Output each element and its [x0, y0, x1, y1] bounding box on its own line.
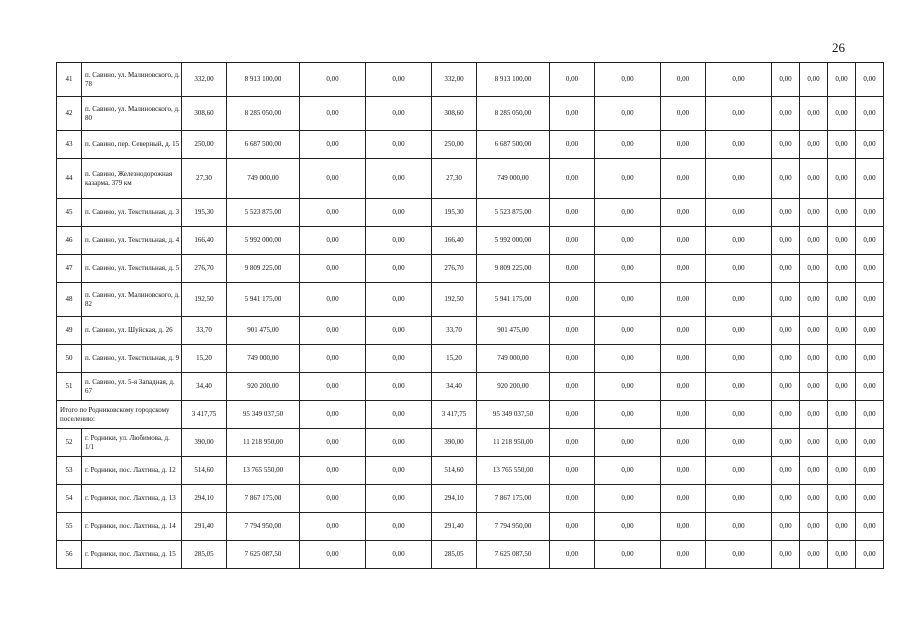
value-cell-area: 250,00 [182, 131, 227, 159]
value-cell-v2: 0,00 [366, 131, 432, 159]
value-cell-v5: 0,00 [661, 345, 706, 373]
address-cell: п. Савино, ул. Шуйская, д. 26 [82, 317, 182, 345]
value-cell-v5: 0,00 [661, 513, 706, 541]
table-row [57, 227, 884, 255]
value-cell-v9: 0,00 [828, 457, 856, 485]
table-row [57, 345, 884, 373]
value-cell-v2: 0,00 [366, 97, 432, 131]
value-cell-area: 285,05 [182, 541, 227, 569]
value-cell-v9: 0,00 [828, 317, 856, 345]
value-cell-v8: 0,00 [800, 429, 828, 457]
value-cell-v3: 0,00 [550, 317, 595, 345]
value-cell-v10: 0,00 [856, 63, 884, 97]
table-row [57, 283, 884, 317]
row-number-cell: 50 [57, 345, 82, 373]
value-cell-v10: 0,00 [856, 131, 884, 159]
value-cell-v1: 0,00 [300, 429, 366, 457]
value-cell-v6: 0,00 [706, 131, 772, 159]
value-cell-v3: 0,00 [550, 159, 595, 199]
value-cell-v1: 0,00 [300, 345, 366, 373]
value-cell-v5: 0,00 [661, 227, 706, 255]
value-cell-v1: 0,00 [300, 317, 366, 345]
value-cell-v10: 0,00 [856, 485, 884, 513]
address-cell: п. Савино, ул. Малиновского, д. 82 [82, 283, 182, 317]
value-cell-cost: 9 809 225,00 [227, 255, 300, 283]
value-cell-v4: 0,00 [595, 159, 661, 199]
address-cell: п. Савино, ул. Малиновского, д. 78 [82, 63, 182, 97]
value-cell-v3: 0,00 [550, 485, 595, 513]
value-cell-v1: 0,00 [300, 283, 366, 317]
value-cell-cost: 5 523 875,00 [227, 199, 300, 227]
value-cell-v4: 0,00 [595, 513, 661, 541]
value-cell-v2: 0,00 [366, 513, 432, 541]
value-cell-cost: 95 349 037,50 [227, 401, 300, 429]
value-cell-v8: 0,00 [800, 485, 828, 513]
value-cell-cost: 7 625 087,50 [227, 541, 300, 569]
value-cell-cost2: 5 523 875,00 [477, 199, 550, 227]
value-cell-v3: 0,00 [550, 199, 595, 227]
value-cell-v8: 0,00 [800, 255, 828, 283]
value-cell-v5: 0,00 [661, 457, 706, 485]
value-cell-v1: 0,00 [300, 63, 366, 97]
value-cell-cost2: 6 687 500,00 [477, 131, 550, 159]
value-cell-area2: 291,40 [432, 513, 477, 541]
value-cell-v10: 0,00 [856, 401, 884, 429]
value-cell-v7: 0,00 [772, 159, 800, 199]
value-cell-v2: 0,00 [366, 283, 432, 317]
value-cell-cost2: 8 913 100,00 [477, 63, 550, 97]
value-cell-v2: 0,00 [366, 159, 432, 199]
value-cell-v6: 0,00 [706, 485, 772, 513]
value-cell-area: 276,70 [182, 255, 227, 283]
value-cell-v9: 0,00 [828, 159, 856, 199]
row-number-cell: 56 [57, 541, 82, 569]
value-cell-area: 192,50 [182, 283, 227, 317]
value-cell-area: 15,20 [182, 345, 227, 373]
value-cell-area2: 250,00 [432, 131, 477, 159]
address-cell: п. Савино, ул. 5-я Западная, д. 67 [82, 373, 182, 401]
value-cell-v7: 0,00 [772, 283, 800, 317]
value-cell-v4: 0,00 [595, 485, 661, 513]
value-cell-v9: 0,00 [828, 255, 856, 283]
value-cell-v1: 0,00 [300, 401, 366, 429]
value-cell-v4: 0,00 [595, 401, 661, 429]
value-cell-v5: 0,00 [661, 159, 706, 199]
value-cell-area: 294,10 [182, 485, 227, 513]
value-cell-v6: 0,00 [706, 159, 772, 199]
address-cell: г. Родники, пос. Лахтина, д. 15 [82, 541, 182, 569]
value-cell-area: 34,40 [182, 373, 227, 401]
value-cell-v5: 0,00 [661, 97, 706, 131]
value-cell-area2: 27,30 [432, 159, 477, 199]
table-row [57, 159, 884, 199]
value-cell-v8: 0,00 [800, 227, 828, 255]
table-row [57, 317, 884, 345]
value-cell-v9: 0,00 [828, 199, 856, 227]
value-cell-cost2: 9 809 225,00 [477, 255, 550, 283]
value-cell-v9: 0,00 [828, 97, 856, 131]
value-cell-area2: 308,60 [432, 97, 477, 131]
address-cell: п. Савино, ул. Текстильная, д. 5 [82, 255, 182, 283]
value-cell-v3: 0,00 [550, 401, 595, 429]
value-cell-cost2: 5 992 000,00 [477, 227, 550, 255]
value-cell-v10: 0,00 [856, 227, 884, 255]
table-row [57, 63, 884, 97]
value-cell-v10: 0,00 [856, 429, 884, 457]
value-cell-v2: 0,00 [366, 227, 432, 255]
value-cell-cost: 8 285 050,00 [227, 97, 300, 131]
value-cell-v6: 0,00 [706, 373, 772, 401]
value-cell-v8: 0,00 [800, 401, 828, 429]
value-cell-v10: 0,00 [856, 159, 884, 199]
value-cell-v2: 0,00 [366, 63, 432, 97]
value-cell-v6: 0,00 [706, 541, 772, 569]
value-cell-area2: 33,70 [432, 317, 477, 345]
value-cell-cost2: 8 285 050,00 [477, 97, 550, 131]
value-cell-v1: 0,00 [300, 199, 366, 227]
value-cell-area2: 285,05 [432, 541, 477, 569]
value-cell-v7: 0,00 [772, 345, 800, 373]
value-cell-v2: 0,00 [366, 485, 432, 513]
value-cell-v5: 0,00 [661, 199, 706, 227]
value-cell-area: 166,40 [182, 227, 227, 255]
value-cell-v9: 0,00 [828, 401, 856, 429]
value-cell-v6: 0,00 [706, 457, 772, 485]
value-cell-cost: 6 687 500,00 [227, 131, 300, 159]
address-cell: г. Родники, пос. Лахтина, д. 12 [82, 457, 182, 485]
value-cell-v3: 0,00 [550, 63, 595, 97]
value-cell-area: 27,30 [182, 159, 227, 199]
row-number-cell: 52 [57, 429, 82, 457]
address-cell: п. Савино, ул. Текстильная, д. 3 [82, 199, 182, 227]
value-cell-area2: 15,20 [432, 345, 477, 373]
value-cell-v4: 0,00 [595, 199, 661, 227]
value-cell-cost: 13 765 550,00 [227, 457, 300, 485]
value-cell-area: 3 417,75 [182, 401, 227, 429]
value-cell-v4: 0,00 [595, 283, 661, 317]
value-cell-v3: 0,00 [550, 283, 595, 317]
value-cell-v5: 0,00 [661, 373, 706, 401]
value-cell-v7: 0,00 [772, 255, 800, 283]
value-cell-v8: 0,00 [800, 283, 828, 317]
value-cell-v4: 0,00 [595, 63, 661, 97]
address-cell: г. Родники, ул. Любимова, д. 1/1 [82, 429, 182, 457]
value-cell-v8: 0,00 [800, 345, 828, 373]
table-row [57, 199, 884, 227]
value-cell-v2: 0,00 [366, 429, 432, 457]
value-cell-v9: 0,00 [828, 541, 856, 569]
value-cell-v5: 0,00 [661, 541, 706, 569]
value-cell-area: 332,00 [182, 63, 227, 97]
page-number: 26 [832, 40, 845, 55]
value-cell-v5: 0,00 [661, 317, 706, 345]
value-cell-area: 390,00 [182, 429, 227, 457]
value-cell-v5: 0,00 [661, 131, 706, 159]
value-cell-v3: 0,00 [550, 373, 595, 401]
value-cell-area2: 514,60 [432, 457, 477, 485]
value-cell-cost: 7 867 175,00 [227, 485, 300, 513]
table-row [57, 513, 884, 541]
value-cell-cost2: 7 867 175,00 [477, 485, 550, 513]
address-cell: п. Савино, Железнодорожная казарма, 379 км [82, 159, 182, 199]
value-cell-v1: 0,00 [300, 513, 366, 541]
value-cell-v4: 0,00 [595, 345, 661, 373]
row-number-cell: 49 [57, 317, 82, 345]
value-cell-v5: 0,00 [661, 401, 706, 429]
value-cell-v7: 0,00 [772, 97, 800, 131]
housing-table [56, 62, 884, 569]
value-cell-v5: 0,00 [661, 283, 706, 317]
table-row [57, 541, 884, 569]
value-cell-v10: 0,00 [856, 283, 884, 317]
value-cell-v5: 0,00 [661, 255, 706, 283]
value-cell-area2: 390,00 [432, 429, 477, 457]
row-number-cell: 48 [57, 283, 82, 317]
value-cell-v8: 0,00 [800, 373, 828, 401]
value-cell-v10: 0,00 [856, 199, 884, 227]
value-cell-v10: 0,00 [856, 513, 884, 541]
value-cell-cost: 7 794 950,00 [227, 513, 300, 541]
value-cell-cost: 920 200,00 [227, 373, 300, 401]
value-cell-v8: 0,00 [800, 541, 828, 569]
value-cell-v8: 0,00 [800, 317, 828, 345]
value-cell-v7: 0,00 [772, 63, 800, 97]
table-row [57, 457, 884, 485]
value-cell-v8: 0,00 [800, 131, 828, 159]
value-cell-v3: 0,00 [550, 131, 595, 159]
value-cell-v9: 0,00 [828, 373, 856, 401]
table-row [57, 373, 884, 401]
value-cell-v1: 0,00 [300, 159, 366, 199]
value-cell-v3: 0,00 [550, 429, 595, 457]
value-cell-cost2: 11 218 950,00 [477, 429, 550, 457]
value-cell-v1: 0,00 [300, 373, 366, 401]
row-number-cell: 47 [57, 255, 82, 283]
value-cell-v4: 0,00 [595, 373, 661, 401]
value-cell-v1: 0,00 [300, 131, 366, 159]
value-cell-v7: 0,00 [772, 317, 800, 345]
value-cell-v3: 0,00 [550, 227, 595, 255]
table-body [57, 63, 884, 569]
address-cell: п. Савино, ул. Малиновского, д. 80 [82, 97, 182, 131]
value-cell-v7: 0,00 [772, 485, 800, 513]
row-number-cell: 51 [57, 373, 82, 401]
row-number-cell: 41 [57, 63, 82, 97]
value-cell-v2: 0,00 [366, 255, 432, 283]
row-number-cell: 44 [57, 159, 82, 199]
table-row [57, 97, 884, 131]
value-cell-v1: 0,00 [300, 457, 366, 485]
value-cell-v6: 0,00 [706, 429, 772, 457]
value-cell-area2: 195,30 [432, 199, 477, 227]
value-cell-v8: 0,00 [800, 63, 828, 97]
value-cell-v9: 0,00 [828, 283, 856, 317]
value-cell-v6: 0,00 [706, 283, 772, 317]
value-cell-v10: 0,00 [856, 541, 884, 569]
address-cell: п. Савино, ул. Текстильная, д. 9 [82, 345, 182, 373]
value-cell-v7: 0,00 [772, 429, 800, 457]
value-cell-v7: 0,00 [772, 541, 800, 569]
value-cell-cost: 901 475,00 [227, 317, 300, 345]
value-cell-area2: 294,10 [432, 485, 477, 513]
value-cell-area2: 192,50 [432, 283, 477, 317]
value-cell-v7: 0,00 [772, 513, 800, 541]
value-cell-area2: 332,00 [432, 63, 477, 97]
value-cell-v2: 0,00 [366, 345, 432, 373]
value-cell-v7: 0,00 [772, 457, 800, 485]
row-number-cell: 46 [57, 227, 82, 255]
value-cell-v5: 0,00 [661, 485, 706, 513]
value-cell-v9: 0,00 [828, 513, 856, 541]
address-cell: г. Родники, пос. Лахтина, д. 13 [82, 485, 182, 513]
value-cell-v4: 0,00 [595, 429, 661, 457]
value-cell-v9: 0,00 [828, 429, 856, 457]
table-total-row [57, 401, 884, 429]
value-cell-v9: 0,00 [828, 345, 856, 373]
value-cell-v7: 0,00 [772, 227, 800, 255]
value-cell-v4: 0,00 [595, 131, 661, 159]
value-cell-cost: 8 913 100,00 [227, 63, 300, 97]
value-cell-v2: 0,00 [366, 199, 432, 227]
value-cell-v2: 0,00 [366, 373, 432, 401]
value-cell-v1: 0,00 [300, 97, 366, 131]
value-cell-cost: 11 218 950,00 [227, 429, 300, 457]
value-cell-v6: 0,00 [706, 345, 772, 373]
value-cell-v10: 0,00 [856, 345, 884, 373]
value-cell-v2: 0,00 [366, 457, 432, 485]
value-cell-v6: 0,00 [706, 97, 772, 131]
value-cell-v8: 0,00 [800, 513, 828, 541]
value-cell-cost: 749 000,00 [227, 159, 300, 199]
value-cell-v9: 0,00 [828, 485, 856, 513]
value-cell-v5: 0,00 [661, 429, 706, 457]
value-cell-v7: 0,00 [772, 131, 800, 159]
value-cell-area2: 3 417,75 [432, 401, 477, 429]
address-cell: п. Савино, ул. Текстильная, д. 4 [82, 227, 182, 255]
value-cell-v8: 0,00 [800, 97, 828, 131]
value-cell-v9: 0,00 [828, 131, 856, 159]
table-row [57, 131, 884, 159]
value-cell-v2: 0,00 [366, 541, 432, 569]
value-cell-area: 308,60 [182, 97, 227, 131]
value-cell-cost: 749 000,00 [227, 345, 300, 373]
value-cell-v7: 0,00 [772, 373, 800, 401]
value-cell-v10: 0,00 [856, 97, 884, 131]
value-cell-cost2: 920 200,00 [477, 373, 550, 401]
value-cell-v1: 0,00 [300, 227, 366, 255]
value-cell-area2: 166,40 [432, 227, 477, 255]
value-cell-v2: 0,00 [366, 317, 432, 345]
value-cell-area: 33,70 [182, 317, 227, 345]
value-cell-v9: 0,00 [828, 227, 856, 255]
value-cell-v3: 0,00 [550, 345, 595, 373]
value-cell-v6: 0,00 [706, 199, 772, 227]
row-number-cell: 45 [57, 199, 82, 227]
value-cell-v7: 0,00 [772, 401, 800, 429]
value-cell-area2: 34,40 [432, 373, 477, 401]
value-cell-v6: 0,00 [706, 317, 772, 345]
row-number-cell: 55 [57, 513, 82, 541]
value-cell-v3: 0,00 [550, 255, 595, 283]
value-cell-v4: 0,00 [595, 317, 661, 345]
value-cell-v4: 0,00 [595, 97, 661, 131]
value-cell-v8: 0,00 [800, 159, 828, 199]
value-cell-cost2: 95 349 037,50 [477, 401, 550, 429]
row-number-cell: 42 [57, 97, 82, 131]
address-cell: г. Родники, пос. Лахтина, д. 14 [82, 513, 182, 541]
value-cell-cost2: 13 765 550,00 [477, 457, 550, 485]
value-cell-cost2: 749 000,00 [477, 159, 550, 199]
value-cell-v1: 0,00 [300, 255, 366, 283]
row-number-cell: 53 [57, 457, 82, 485]
value-cell-v8: 0,00 [800, 457, 828, 485]
value-cell-v3: 0,00 [550, 97, 595, 131]
value-cell-v4: 0,00 [595, 227, 661, 255]
address-cell: п. Савино, пер. Северный, д. 15 [82, 131, 182, 159]
value-cell-v1: 0,00 [300, 541, 366, 569]
value-cell-area: 291,40 [182, 513, 227, 541]
value-cell-cost2: 7 794 950,00 [477, 513, 550, 541]
table-row [57, 255, 884, 283]
row-number-cell: 43 [57, 131, 82, 159]
value-cell-v10: 0,00 [856, 255, 884, 283]
value-cell-v4: 0,00 [595, 541, 661, 569]
value-cell-v2: 0,00 [366, 401, 432, 429]
value-cell-v9: 0,00 [828, 63, 856, 97]
value-cell-v10: 0,00 [856, 317, 884, 345]
value-cell-v6: 0,00 [706, 513, 772, 541]
value-cell-v3: 0,00 [550, 513, 595, 541]
value-cell-v3: 0,00 [550, 457, 595, 485]
value-cell-v4: 0,00 [595, 457, 661, 485]
value-cell-v7: 0,00 [772, 199, 800, 227]
value-cell-v8: 0,00 [800, 199, 828, 227]
value-cell-area: 514,60 [182, 457, 227, 485]
table-row [57, 429, 884, 457]
value-cell-cost2: 901 475,00 [477, 317, 550, 345]
value-cell-cost: 5 941 175,00 [227, 283, 300, 317]
table-row [57, 485, 884, 513]
value-cell-v1: 0,00 [300, 485, 366, 513]
value-cell-cost2: 7 625 087,50 [477, 541, 550, 569]
value-cell-v3: 0,00 [550, 541, 595, 569]
value-cell-v10: 0,00 [856, 457, 884, 485]
value-cell-v6: 0,00 [706, 401, 772, 429]
value-cell-v6: 0,00 [706, 227, 772, 255]
total-label-cell: Итого по Родниковскому городскому поселению: [57, 401, 182, 429]
value-cell-v6: 0,00 [706, 255, 772, 283]
value-cell-cost2: 5 941 175,00 [477, 283, 550, 317]
value-cell-cost2: 749 000,00 [477, 345, 550, 373]
value-cell-v6: 0,00 [706, 63, 772, 97]
value-cell-v4: 0,00 [595, 255, 661, 283]
value-cell-area2: 276,70 [432, 255, 477, 283]
value-cell-cost: 5 992 000,00 [227, 227, 300, 255]
value-cell-v10: 0,00 [856, 373, 884, 401]
value-cell-area: 195,30 [182, 199, 227, 227]
value-cell-v5: 0,00 [661, 63, 706, 97]
row-number-cell: 54 [57, 485, 82, 513]
